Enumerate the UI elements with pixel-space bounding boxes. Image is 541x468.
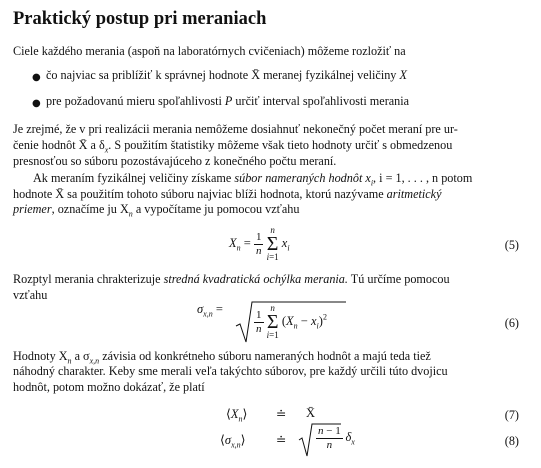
- equation-5: $X_n$ = $\frac{1}{n}$ n Σ i=1 $x_i$: [229, 225, 290, 262]
- para2-line2: [13, 187, 442, 202]
- para4-l1-a: Hodnoty X: [13, 349, 68, 363]
- para2-l3-b: , označíme ju X: [51, 202, 129, 216]
- equation-8-body: $\frac{n - 1}{n}$ $\delta_x$: [318, 425, 355, 451]
- equation-6: $\sigma_{x,n}$ =: [197, 302, 223, 319]
- para3-line2: vzťahu: [13, 288, 48, 302]
- bullet-2-text-tail: určiť interval spoľahlivosti merania: [232, 94, 410, 108]
- bullet-marker: ●: [32, 72, 41, 83]
- para2-l2-em: aritmetický: [386, 187, 442, 201]
- equation-7: $⟨X_n⟩$ ≐ X̄: [226, 406, 316, 424]
- para2-l1-a: Ak meraním fyzikálnej veličiny získame: [33, 171, 235, 185]
- para2-l1-var: x: [362, 171, 371, 185]
- bullet-item-2: [46, 94, 409, 109]
- bullet-1-text: čo najviac sa priblížiť k správnej hodnote X̄ meranej fyzikálnej veličiny: [46, 68, 400, 82]
- para4-line2: náhodný charakter. Keby sme merali veľa takýchto súborov, pre každý určili túto dvojicu: [13, 364, 448, 378]
- para2-line1: Ak meraním fyzikálnej veličiny získame súbor nameraných hodnôt $x_i$, i = 1, . . . , n potom: [33, 171, 473, 188]
- equation-7-number: (7): [504, 408, 519, 422]
- para4-l1-b: a σ: [71, 349, 90, 363]
- equation-5-number: (5): [504, 238, 519, 252]
- para2-l1-c: , i = 1, . . . , n potom: [373, 171, 473, 185]
- bullet-marker: ●: [32, 98, 41, 109]
- para2-line3: priemer, označíme ju $X_n$ a vypočítame ju pomocou vzťahu: [13, 202, 300, 219]
- para2-l1-em: súbor nameraných hodnôt: [234, 171, 363, 185]
- para3-l1-em: stredná kvadratická ochýlka merania.: [163, 272, 348, 286]
- para2-l3-c: a vypočítame ju pomocou vzťahu: [132, 202, 300, 216]
- bullet-1-var: X: [399, 68, 407, 82]
- para1-line2: čenie hodnôt X̄ a $\delta_x$. S použitím štatistiky môžeme však tieto hodnoty určiť s obmedzenou: [13, 138, 453, 155]
- intro-text: Ciele každého merania (aspoň na laboratórnych cvičeniach) môžeme rozložiť na: [13, 44, 406, 58]
- equation-6-body: $\frac{1}{n}$ n Σ i=1 $(X_n - x_i)^2$: [256, 303, 327, 340]
- equation-8-number: (8): [504, 434, 519, 448]
- para4-line1: Hodnoty $X_n$ a $\sigma_{x,n}$ závisia od konkrétneho súboru nameraných hodnôt a majú teda tiež: [13, 349, 431, 366]
- para3-line1: [13, 272, 450, 287]
- equation-6-number: (6): [504, 316, 519, 330]
- section-heading: Praktický postup pri meraniach: [13, 9, 267, 29]
- para1-line3: presnosťou so súboru pozostávajúceho z konečného počtu meraní.: [13, 154, 337, 168]
- para1-line2-head: čenie hodnôt X̄ a δ: [13, 138, 105, 152]
- para3-l1-a: Rozptyl merania chrakterizuje: [13, 272, 164, 286]
- para1-line1: Je zrejmé, že v pri realizácii merania nemôžeme dosiahnuť nekonečný počet meraní pre ur-: [13, 122, 458, 136]
- para2-l2-a: hodnote X̄ sa použitím tohoto súboru najviac blíži hodnota, ktorú nazývame: [13, 187, 387, 201]
- para4-l1-c: závisia od konkrétneho súboru nameraných hodnôt a majú teda tiež: [99, 349, 431, 363]
- para1-line2-tail: . S použitím štatistiky môžeme však tieto hodnoty určiť s obmedzenou: [108, 138, 453, 152]
- para3-l1-b: Tú určíme pomocou: [347, 272, 450, 286]
- bullet-2-text: pre požadovanú mieru spoľahlivosti: [46, 94, 225, 108]
- equation-8: $⟨\sigma_{x,n}⟩$ ≐: [220, 433, 287, 450]
- bullet-2-var: P: [224, 94, 233, 108]
- bullet-item-1: [46, 68, 407, 83]
- para4-line3: hodnôt, potom možno dokázať, že platí: [13, 380, 205, 394]
- para2-l3-em: priemer: [13, 202, 52, 216]
